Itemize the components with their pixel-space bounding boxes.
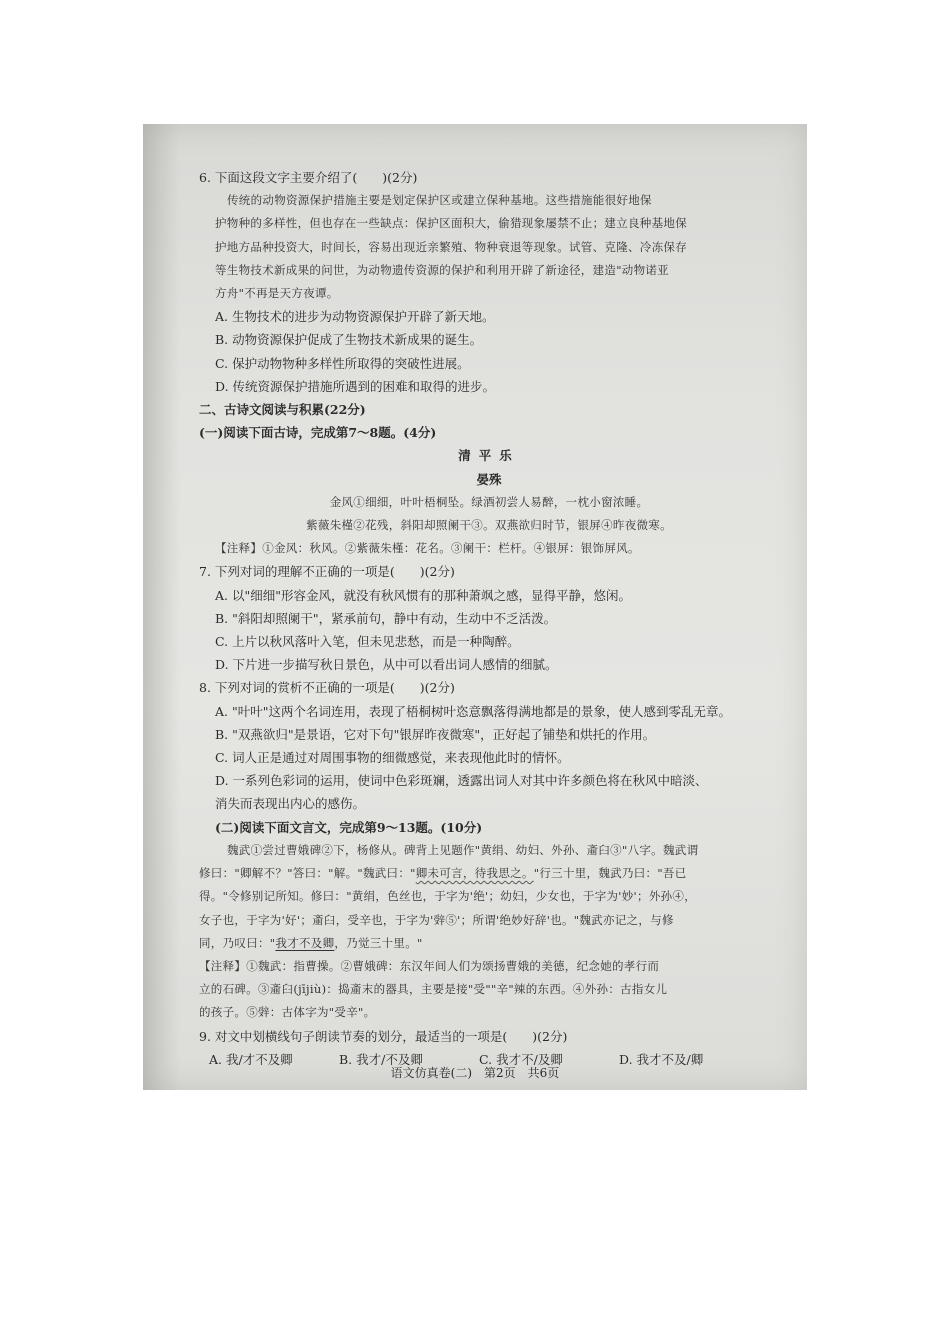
q8-option-d: D. 一系列色彩词的运用，使词中色彩斑斓，透露出词人对其中许多颜色将在秋风中暗淡、	[215, 773, 708, 789]
poem-note: 【注释】①金风：秋风。②紫薇朱槿：花名。③阑干：栏杆。④银屏：银饰屏风。	[215, 541, 640, 556]
wenyan-note-line: 的孩子。⑤辤：古体字为"受辛"。	[199, 1005, 376, 1020]
part1-heading: (一)阅读下面古诗，完成第7～8题。(4分)	[199, 425, 437, 441]
page-footer: 语文仿真卷(二) 第2页 共6页	[390, 1066, 560, 1080]
q8-option-a: A. "叶叶"这两个名词连用，表现了梧桐树叶恣意飘落得满地都是的景象，使人感到零乱无章。	[215, 703, 731, 719]
page-shadow	[143, 124, 181, 1090]
q8-stem: 8. 下列对词的赏析不正确的一项是( )(2分)	[199, 680, 455, 696]
q9-option-c: C. 我才不/及卿	[479, 1051, 563, 1067]
q6-passage-line: 传统的动物资源保护措施主要是划定保护区或建立保种基地。这些措施能很好地保	[227, 193, 652, 208]
q7-stem: 7. 下列对词的理解不正确的一项是( )(2分)	[199, 564, 455, 580]
wenyan-line: 魏武①尝过曹娥碑②下，杨修从。碑背上见题作"黄绢、幼妇、外孙、齑臼③"八字。魏武谓	[227, 842, 699, 857]
q9-stem: 9. 对文中划横线句子朗读节奏的划分，最适当的一项是( )(2分)	[199, 1028, 568, 1044]
wenyan-text: ，乃觉三十里。"	[334, 935, 423, 950]
q6-passage-line: 护地方品种投资大，时间长，容易出现近亲繁殖、物种衰退等现象。试管、克隆、冷冻保存	[215, 239, 687, 254]
wenyan-text: 同，乃叹曰："	[199, 935, 276, 950]
wenyan-text: 修曰："卿解不？"答曰："解。"魏武曰："	[199, 866, 416, 881]
wenyan-line	[199, 932, 779, 955]
q8-option-b: B. "双燕欲归"是景语，它对下句"银屏昨夜微寒"，正好起了铺垫和烘托的作用。	[215, 726, 656, 742]
q6-option-c: C. 保护动物物种多样性所取得的突破性进展。	[215, 355, 470, 371]
part2-heading: (二)阅读下面文言文，完成第9～13题。(10分)	[215, 819, 483, 835]
wenyan-line	[199, 862, 779, 885]
scanned-exam-page	[143, 124, 807, 1090]
q8-option-d-cont: 消失而表现出内心的感伤。	[215, 796, 366, 812]
q9-option-b: B. 我才/不及卿	[339, 1051, 423, 1067]
q7-option-c: C. 上片以秋风落叶入笔，但未见悲愁，而是一种陶醉。	[215, 634, 520, 650]
q6-option-d: D. 传统资源保护措施所遇到的困难和取得的进步。	[215, 378, 496, 394]
q7-option-b: B. "斜阳却照阑干"，紧承前句，静中有动，生动中不乏活泼。	[215, 610, 557, 626]
section-heading: 二、古诗文阅读与积累(22分)	[199, 402, 366, 418]
q8-option-c: C. 词人正是通过对周围事物的细微感觉，来表现他此时的情怀。	[215, 750, 570, 766]
poem-line: 金风①细细，叶叶梧桐坠。绿酒初尝人易醉，一枕小窗浓睡。	[329, 494, 649, 509]
wenyan-line: 得。"令修别记所知。修曰："黄绢，色丝也，于字为'绝'；幼妇，少女也，于字为'妙'；外孙④，	[199, 889, 697, 904]
q7-option-a: A. 以"细细"形容金风，就没有秋风惯有的那种萧飒之感，显得平静，悠闲。	[215, 587, 631, 603]
q9-option-a: A. 我/才不及卿	[209, 1051, 293, 1067]
q6-option-a: A. 生物技术的进步为动物资源保护开辟了新天地。	[215, 309, 495, 325]
q6-passage-line: 护物种的多样性，但也存在一些缺点：保护区面积大，偷猎现象屡禁不止；建立良种基地保	[215, 216, 687, 231]
wavy-underlined-sentence: 卿未可言，待我思之。	[415, 866, 534, 881]
q6-passage-line: 方舟"不再是天方夜谭。	[215, 286, 339, 301]
wenyan-text: "行三十里，魏武乃曰："吾已	[533, 866, 687, 881]
q6-stem: 6. 下面这段文字主要介绍了( )(2分)	[199, 170, 418, 185]
q7-option-d: D. 下片进一步描写秋日景色，从中可以看出词人感情的细腻。	[215, 657, 558, 673]
poem-title: 清平乐	[458, 448, 520, 464]
poem-line: 紫薇朱槿②花残，斜阳却照阑干③。双燕欲归时节，银屏④昨夜微寒。	[306, 518, 672, 533]
q9-option-d: D. 我才不及/卿	[619, 1051, 704, 1067]
q6-passage-line: 等生物技术新成果的问世，为动物遗传资源的保护和利用开辟了新途径，建造"动物诺亚	[215, 262, 669, 277]
exam-content	[199, 166, 779, 1071]
q6-option-b: B. 动物资源保护促成了生物技术新成果的诞生。	[215, 332, 483, 348]
wenyan-note-line: 【注释】①魏武：指曹操。②曹娥碑：东汉年间人们为颂扬曹娥的美德，纪念她的孝行而	[199, 958, 660, 973]
poem-author: 晏殊	[476, 471, 502, 487]
underlined-sentence: 我才不及卿	[275, 935, 335, 950]
wenyan-line: 女子也，于字为'好'；齑臼，受辛也，于字为'辤⑤'；所谓'绝妙好辞'也。"魏武亦记之，与修	[199, 912, 674, 927]
wenyan-note-line: 立的石碑。③齑臼(jījiù)：捣齑末的器具，主要是接"受""辛"辣的东西。④外孙：古指女儿	[199, 982, 668, 997]
